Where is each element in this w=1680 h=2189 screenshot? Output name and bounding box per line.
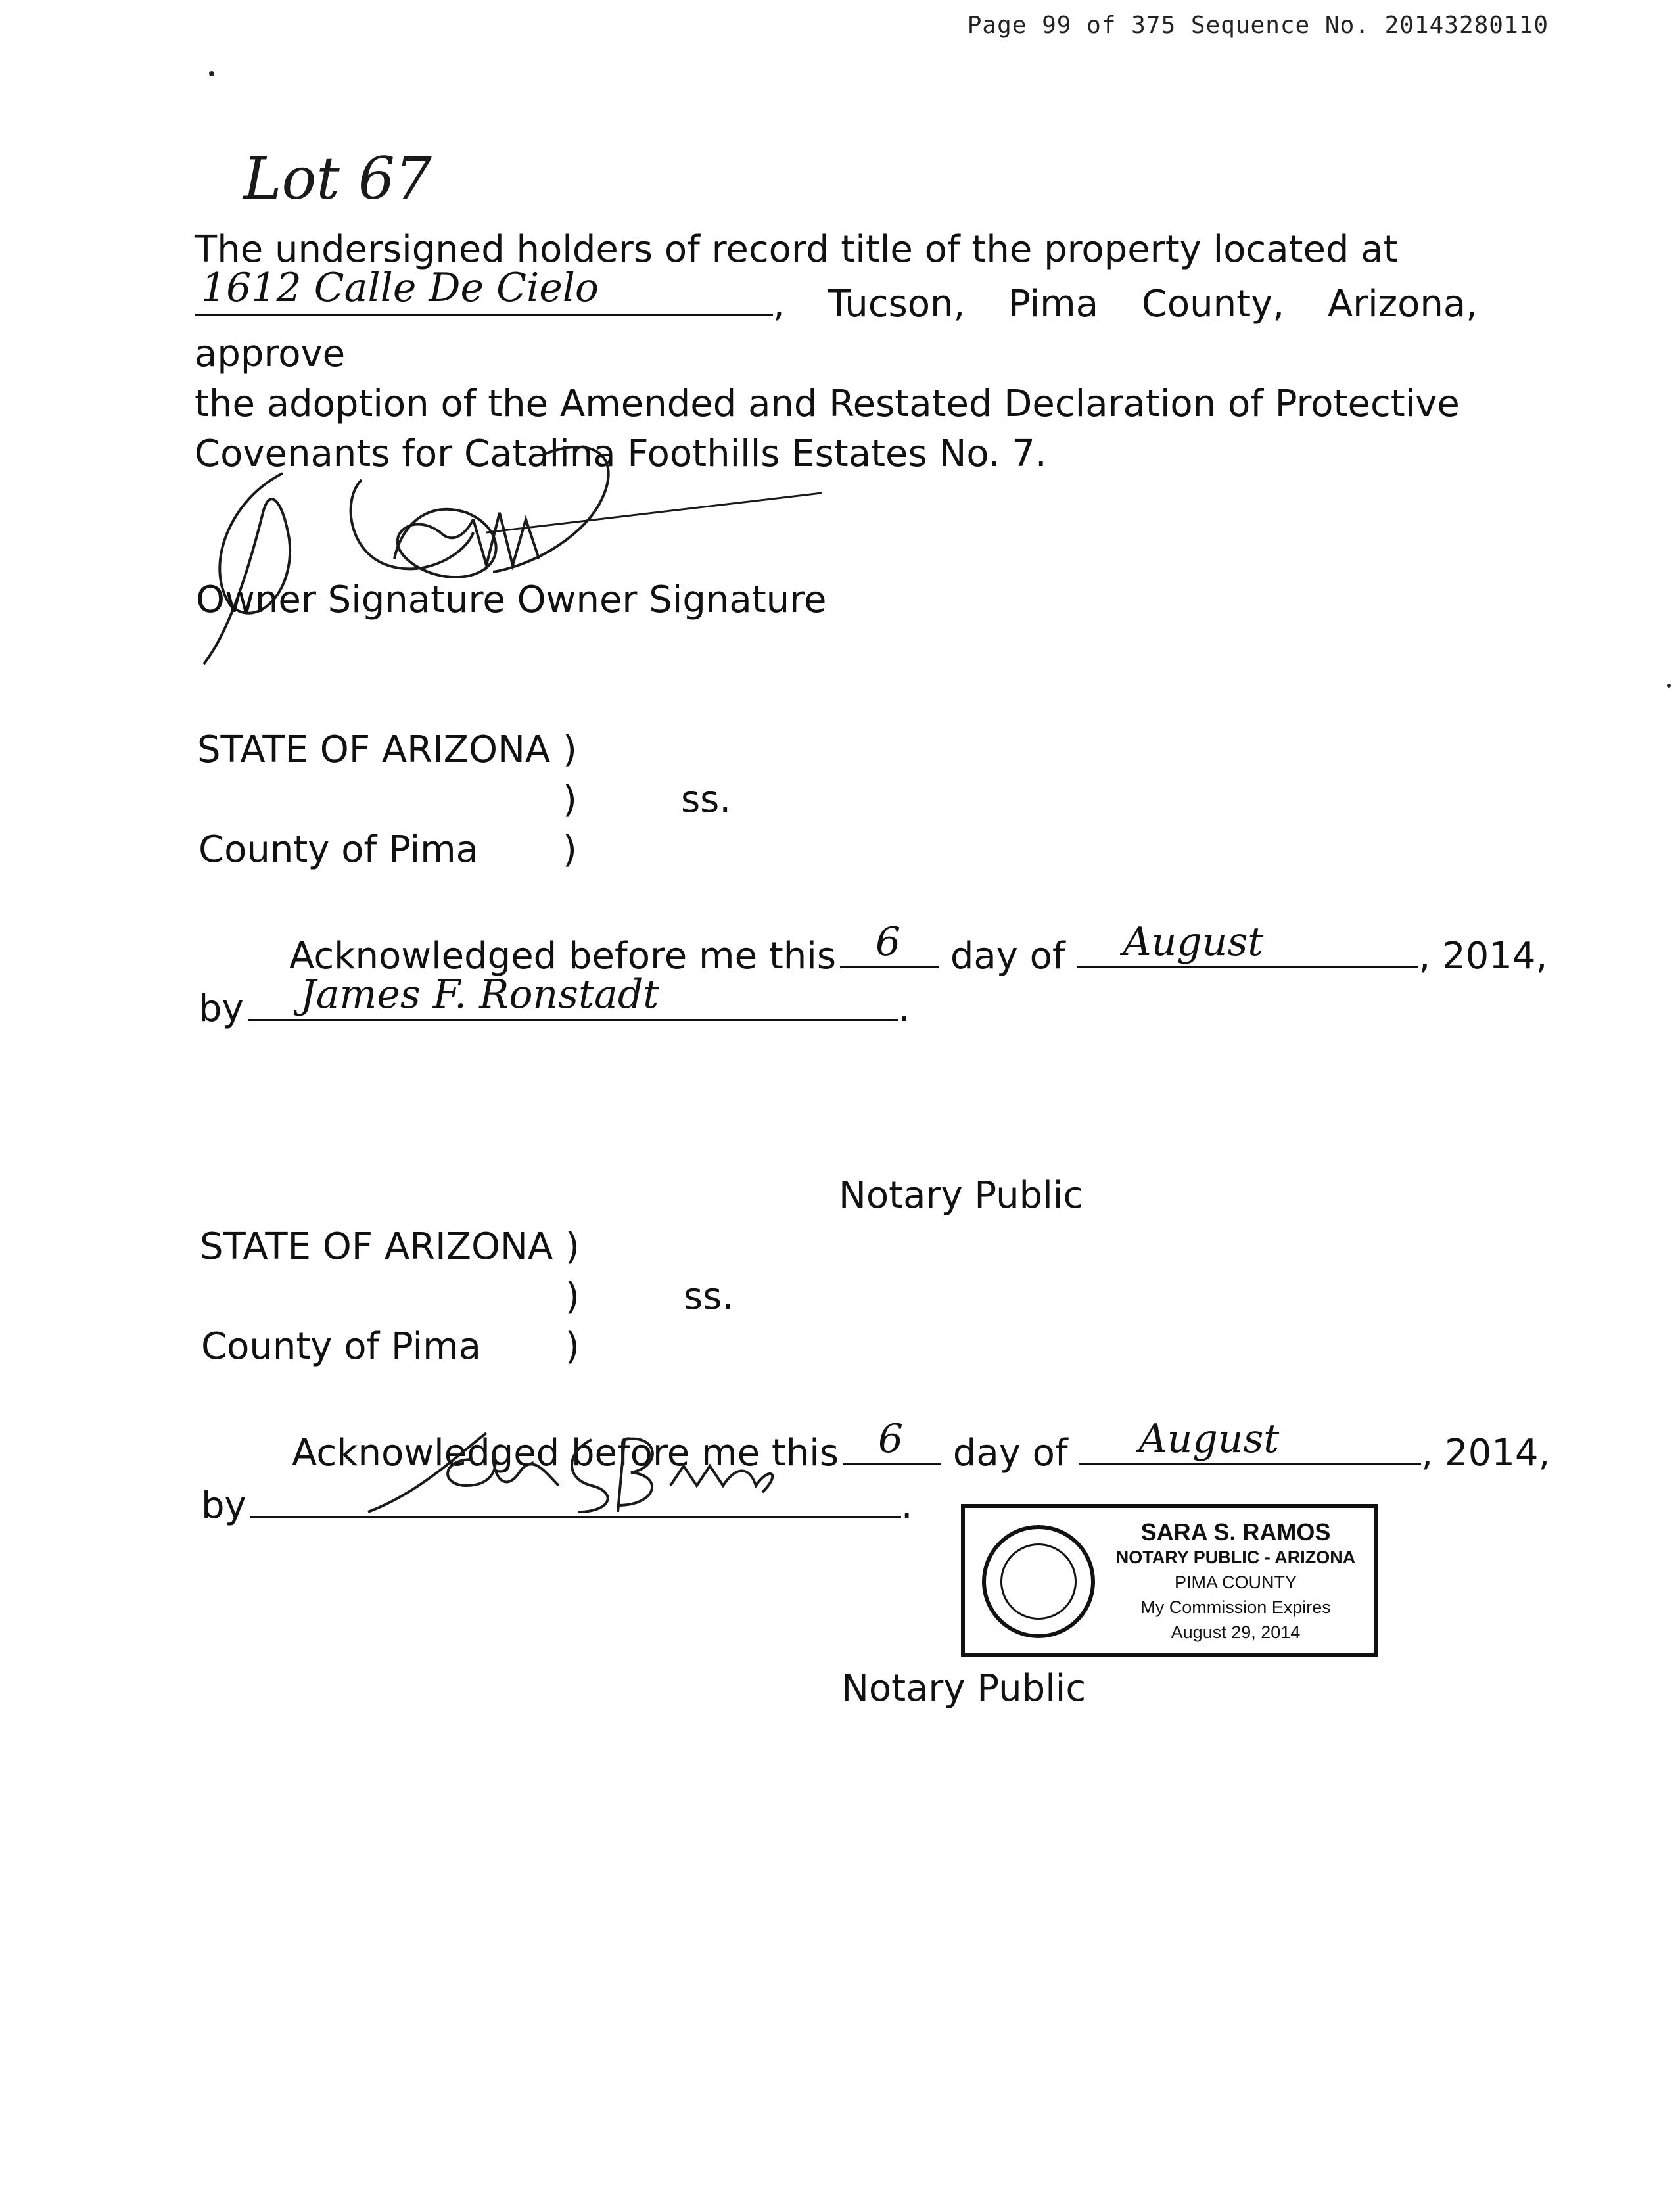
name-blank-1 [248, 972, 898, 1021]
venue-paren-2: ) [563, 778, 577, 821]
state-label-1: STATE OF ARIZONA [197, 728, 551, 771]
ack-day-of-2: day of [952, 1432, 1068, 1474]
venue-paren-4: ) [565, 1225, 580, 1268]
handwritten-lot-number: Lot 67 [243, 145, 432, 212]
stamp-notary-name: SARA S. RAMOS [1140, 1518, 1331, 1545]
handwritten-name-1: James F. Ronstadt [300, 972, 659, 1018]
ack-day-of: day of [950, 935, 1065, 977]
by-end-2: . [900, 1484, 913, 1527]
month-blank-2 [1079, 1416, 1421, 1465]
by-end: . [898, 987, 910, 1030]
stamp-county: PIMA COUNTY [1174, 1572, 1297, 1592]
ack-year: , 2014, [1418, 935, 1548, 977]
handwritten-address: 1612 Calle De Cielo [201, 265, 599, 311]
handwritten-month-1: August [1123, 919, 1264, 965]
handwritten-month-2: August [1138, 1416, 1280, 1462]
stamp-notary-title: NOTARY PUBLIC - ARIZONA [1115, 1547, 1356, 1567]
paragraph-line-4: Covenants for Catalina Foothills Estates No. 7. [195, 433, 1047, 475]
handwritten-day-2: 6 [878, 1416, 904, 1462]
acknowledged-by-line-1 [198, 972, 910, 1030]
day-blank-1 [840, 919, 939, 968]
ss-label-2: ss. [684, 1275, 734, 1318]
paragraph-line-1: The undersigned holders of record title of the property located at [195, 228, 1398, 271]
scan-speck [1667, 684, 1671, 688]
notary-signature-scribble [342, 1413, 802, 1525]
stamp-expiration-date: August 29, 2014 [1171, 1622, 1301, 1642]
county-label-1: County of Pima [198, 828, 478, 871]
paragraph-line-2 [195, 265, 1478, 379]
stamp-commission: My Commission Expires [1140, 1597, 1331, 1617]
notary-public-label-2: Notary Public [841, 1667, 1086, 1710]
by-label: by [198, 987, 244, 1030]
paragraph-line-3: the adoption of the Amended and Restated Declaration of Protective [195, 383, 1460, 425]
handwritten-day-1: 6 [875, 919, 901, 965]
ack-prefix: Acknowledged before me this [289, 935, 837, 977]
county-label-2: County of Pima [201, 1325, 481, 1368]
owner-signature-scribble [191, 434, 835, 684]
address-blank [195, 265, 773, 316]
scan-speck [209, 71, 214, 76]
notary-public-label-1: Notary Public [839, 1174, 1084, 1217]
notary-seal-icon [982, 1525, 1095, 1638]
page-sequence-header: Page 99 of 375 Sequence No. 20143280110 [967, 12, 1549, 39]
owner-signature-label: Owner Signature Owner Signature [196, 578, 827, 621]
by-label-2: by [201, 1484, 246, 1527]
ack-year-2: , 2014, [1421, 1432, 1551, 1474]
ss-label-1: ss. [681, 778, 732, 821]
notary-stamp [961, 1504, 1378, 1657]
notary-stamp-text [1103, 1520, 1368, 1645]
venue-paren-6: ) [565, 1325, 580, 1368]
acknowledgment-line-1 [289, 919, 1548, 977]
venue-paren-3: ) [563, 828, 577, 871]
day-blank-2 [843, 1416, 941, 1465]
venue-paren-5: ) [565, 1275, 580, 1318]
paragraph-line-2-text: , Tucson, Pima County, Arizona, approve [195, 283, 1478, 375]
state-label-2: STATE OF ARIZONA [200, 1225, 553, 1268]
ack-prefix-2: Acknowledged before me this [292, 1432, 839, 1474]
month-blank-1 [1077, 919, 1418, 968]
venue-paren-1: ) [563, 728, 577, 771]
